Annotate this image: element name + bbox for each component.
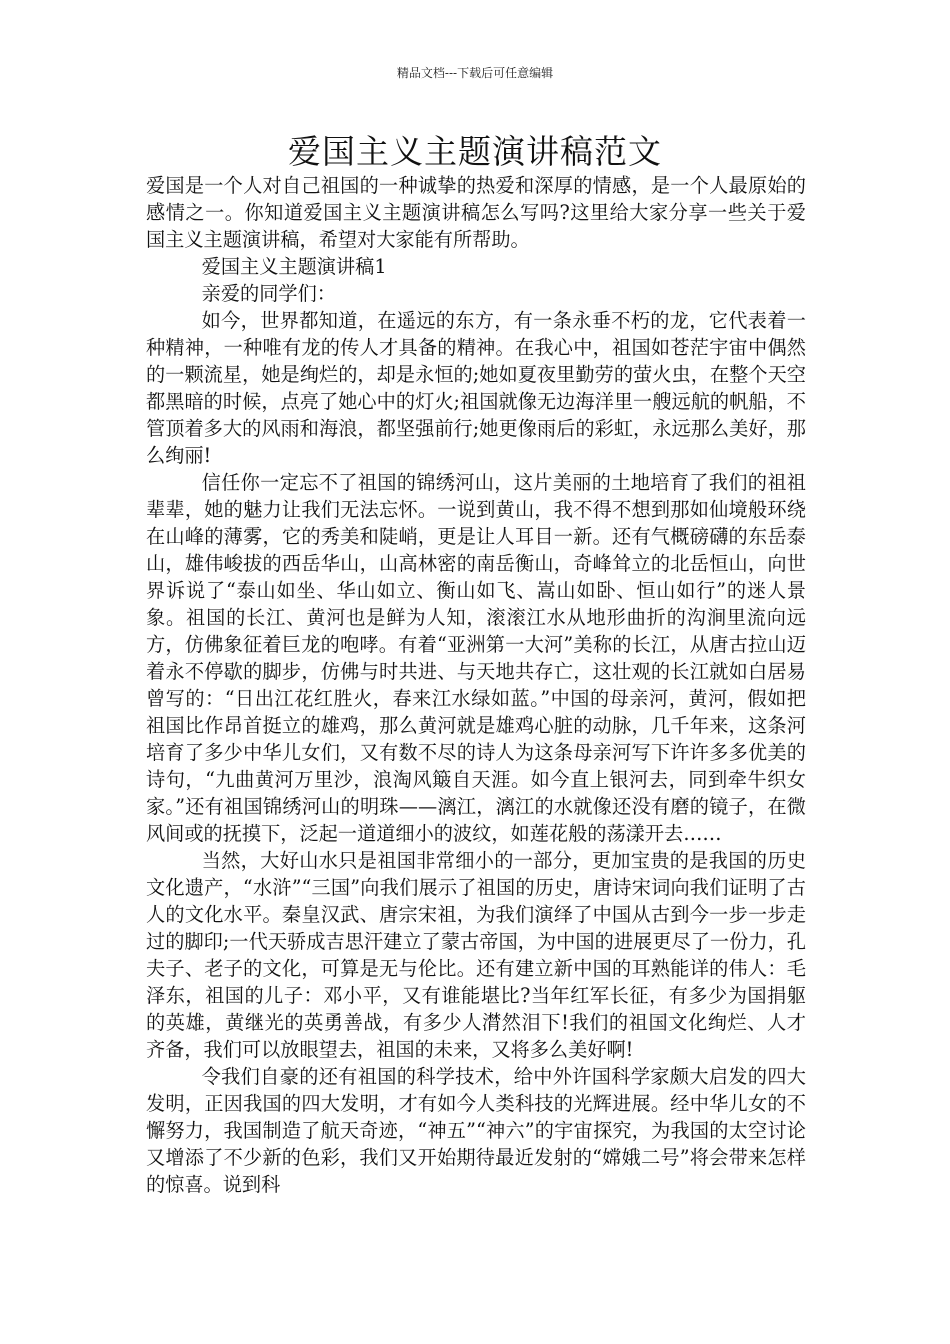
- body-paragraph: 如今，世界都知道，在遥远的东方，有一条永垂不朽的龙，它代表着一种精神，一种唯有龙的传人才具备的精神。在我心中，祖国如苍茫宇宙中偶然的一颗流星，她是绚烂的，却是永恒的;她如夏夜里勤劳的萤火虫，在整个天空都黑暗的时候，点亮了她心中的灯火;祖国就像无边海洋里一艘远航的帆船，不管顶着多大的风雨和海浪，都坚强前行;她更像雨后的彩虹，永远那么美好，那么绚丽!: [146, 309, 806, 467]
- document-title: 爱国主义主题演讲稿范文: [288, 132, 662, 171]
- page-header: 精品文档---下载后可任意编辑: [396, 66, 554, 80]
- body-paragraph: 当然，大好山水只是祖国非常细小的一部分，更加宝贵的是我国的历史文化遗产，“水浒”“三国”向我们展示了祖国的历史，唐诗宋词向我们证明了古人的文化水平。秦皇汉武、唐宗宋祖，为我们演绎了中国从古到今一步一步走过的脚印;一代天骄成吉思汗建立了蒙古帝国，为中国的进展更尽了一份力，孔夫子、老子的文化，可算是无与伦比。还有建立新中国的耳熟能详的伟人：毛泽东，祖国的儿子：邓小平，又有谁能堪比?当年红军长征，有多少为国捐躯的英雄，黄继光的英勇善战，有多少人潸然泪下!我们的祖国文化绚烂、人才齐备，我们可以放眼望去，祖国的未来，又将多么美好啊!: [146, 849, 806, 1061]
- body-paragraph: 信任你一定忘不了祖国的锦绣河山，这片美丽的土地培育了我们的祖祖辈辈，她的魅力让我们无法忘怀。一说到黄山，我不得不想到那如仙境般环绕在山峰的薄雾，它的秀美和陡峭，更是让人耳目一新。还有气概磅礴的东岳泰山，雄伟峻拔的西岳华山，山高林密的南岳衡山，奇峰耸立的北岳恒山，向世界诉说了“泰山如坐、华山如立、衡山如飞、嵩山如卧、恒山如行”的迷人景象。祖国的长江、黄河也是鲜为人知，滚滚江水从地形曲折的沟涧里流向远方，仿佛象征着巨龙的咆哮。有着“亚洲第一大河”美称的长江，从唐古拉山迈着永不停歇的脚步，仿佛与时共进、与天地共存亡，这壮观的长江就如白居易曾写的：“日出江花红胜火，春来江水绿如蓝。”中国的母亲河，黄河，假如把祖国比作昂首挺立的雄鸡，那么黄河就是雄鸡心脏的动脉，几千年来，这条河培育了多少中华儿女们，又有数不尽的诗人为这条母亲河写下许许多多优美的诗句，“九曲黄河万里沙，浪淘风簸自天涯。如今直上银河去，同到牵牛织女家。”还有祖国锦绣河山的明珠——漓江，漓江的水就像还没有磨的镜子，在微风间或的抚摸下，泛起一道道细小的波纹，如莲花般的荡漾开去……: [146, 471, 806, 845]
- section-heading: 爱国主义主题演讲稿1: [201, 255, 387, 278]
- body-paragraph: 令我们自豪的还有祖国的科学技术，给中外许国科学家颇大启发的四大发明，正因我国的四大发明，才有如今人类科技的光辉进展。经中华儿女的不懈努力，我国制造了航天奇迹，“神五”“神六”的宇宙探究，为我国的太空讨论又增添了不少新的色彩，我们又开始期待最近发射的“嫦娥二号”将会带来怎样的惊喜。说到科: [146, 1065, 806, 1196]
- intro-paragraph: 爱国是一个人对自己祖国的一种诚挚的热爱和深厚的情感，是一个人最原始的感情之一。你知道爱国主义主题演讲稿怎么写吗?这里给大家分享一些关于爱国主义主题演讲稿，希望对大家能有所帮助。: [146, 174, 806, 251]
- salutation: 亲爱的同学们：: [201, 282, 336, 305]
- document-body: [146, 172, 806, 1198]
